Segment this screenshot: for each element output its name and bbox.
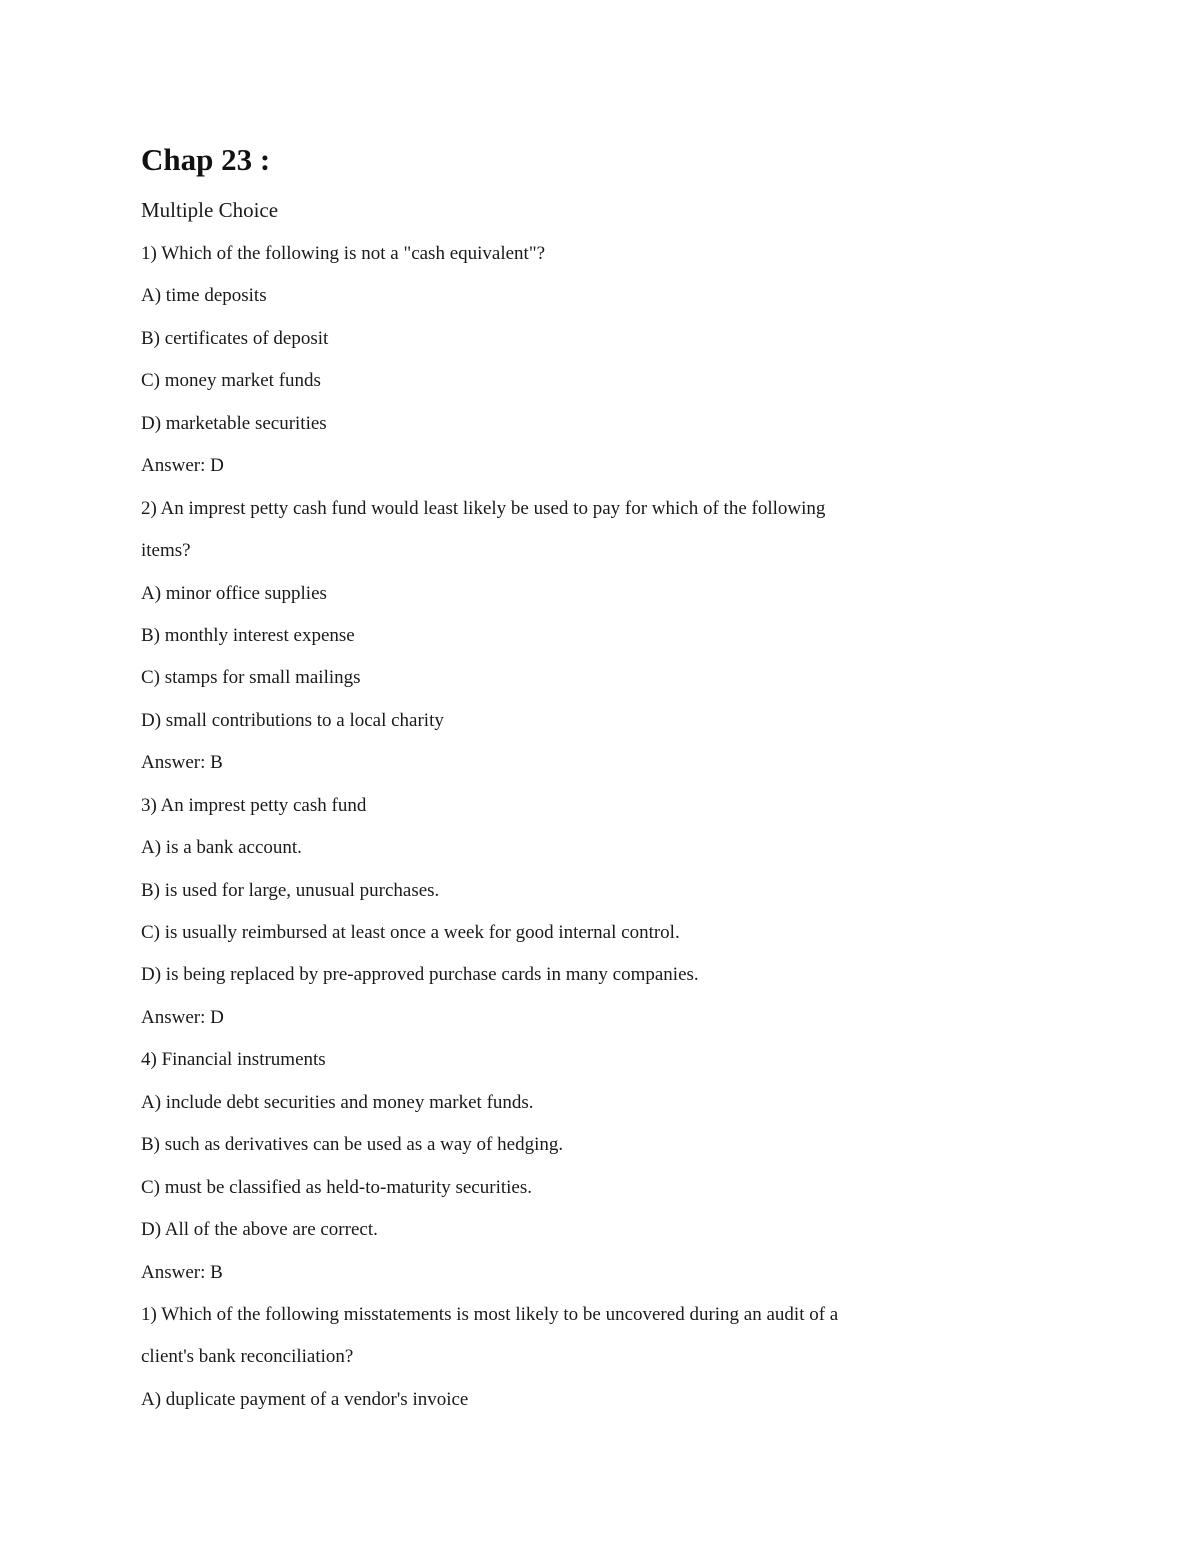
answer-option: D) is being replaced by pre-approved purchase cards in many companies. [141,964,699,986]
answer-option: D) small contributions to a local charity [141,709,444,731]
question-text: 4) Financial instruments [141,1049,326,1071]
question-text: 3) An imprest petty cash fund [141,794,367,816]
question-block [141,488,961,785]
question-block [141,1294,961,1421]
answer-option: C) is usually reimbursed at least once a week for good internal control. [141,922,680,943]
question-text: 1) Which of the following is not a "cash equivalent"? [141,243,546,264]
answer-key: Answer: D [141,455,224,477]
answer-option: C) stamps for small mailings [141,667,361,689]
answer-option: B) is used for large, unusual purchases. [141,879,440,901]
answer-option: A) time deposits [141,285,267,307]
question-text: items? [141,540,191,562]
section-subtitle: Multiple Choice [141,198,279,222]
answer-option: D) All of the above are correct. [141,1219,378,1241]
question-text: client's bank reconciliation? [141,1346,354,1368]
answer-option: C) money market funds [141,370,321,392]
question-block [141,233,961,488]
question-text: 1) Which of the following misstatements is most likely to be uncovered during an audit of a [141,1303,839,1325]
question-block [141,785,961,1040]
question-block [141,1039,961,1294]
answer-option: A) duplicate payment of a vendor's invoice [141,1388,469,1410]
answer-option: A) minor office supplies [141,582,327,604]
answer-option: A) include debt securities and money market funds. [141,1091,534,1113]
answer-key: Answer: B [141,752,223,774]
answer-option: B) certificates of deposit [141,327,329,349]
answer-key: Answer: D [141,1006,224,1028]
answer-key: Answer: B [141,1261,223,1283]
answer-option: B) monthly interest expense [141,624,355,646]
answer-option: A) is a bank account. [141,837,302,859]
answer-option: B) such as derivatives can be used as a way of hedging. [141,1134,564,1156]
question-text: 2) An imprest petty cash fund would least likely be used to pay for which of the following [141,497,826,519]
chapter-title: Chap 23 : [141,142,271,177]
answer-option: D) marketable securities [141,412,327,434]
question-list [141,233,961,1421]
answer-option: C) must be classified as held-to-maturity securities. [141,1176,532,1198]
